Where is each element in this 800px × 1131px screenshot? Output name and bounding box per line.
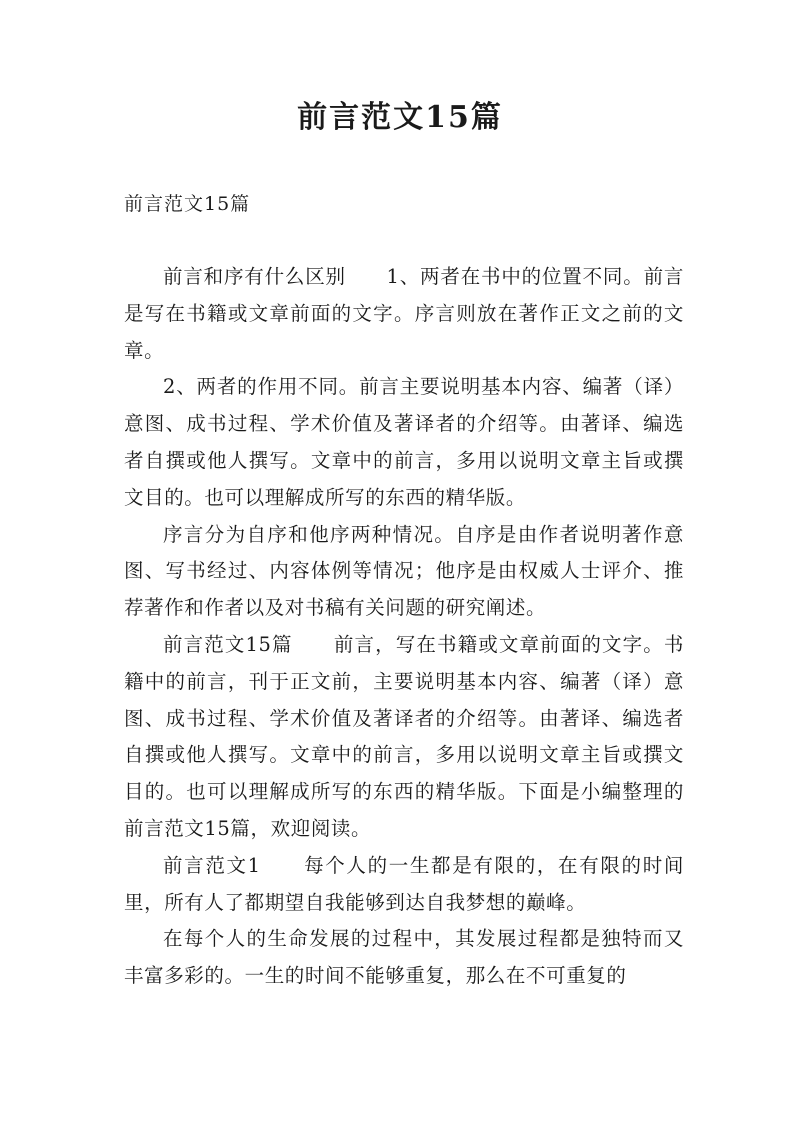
- paragraph-6: 在每个人的生命发展的过程中，其发展过程都是独特而又丰富多彩的。一生的时间不能够重复，那么在不可重复的: [124, 927, 684, 988]
- document-subtitle: 前言范文15篇: [124, 193, 251, 215]
- document-title: 前言范文15篇: [297, 100, 503, 135]
- paragraph-3: 序言分为自序和他序两种情况。自序是由作者说明著作意图、写书经过、内容体例等情况；他序是由权威人士评介、推荐著作和作者以及对书稿有关问题的研究阐述。: [124, 522, 684, 620]
- paragraph-1: 前言和序有什么区别 1、两者在书中的位置不同。前言是写在书籍或文章前面的文字。序言则放在著作正文之前的文章。: [124, 265, 684, 362]
- paragraph-4: 前言范文15篇 前言，写在书籍或文章前面的文字。书籍中的前言，刊于正文前，主要说明基本内容、编著（译）意图、成书过程、学术价值及著译者的介绍等。由著译、编选者自撰或他人撰写。文章中的前言，多用以说明文章主旨或撰文目的。也可以理解成所写的东西的精华版。下面是小编整理的前言范文15篇，欢迎阅读。: [124, 632, 684, 840]
- paragraph-2: 2、两者的作用不同。前言主要说明基本内容、编著（译）意图、成书过程、学术价值及著译者的介绍等。由著译、编选者自撰或他人撰写。文章中的前言，多用以说明文章主旨或撰文目的。也可以理解成所写的东西的精华版。: [124, 375, 684, 509]
- paragraph-5: 前言范文1 每个人的一生都是有限的，在有限的时间里，所有人了都期望自我能够到达自我梦想的巅峰。: [124, 853, 684, 914]
- document-body: [124, 259, 684, 995]
